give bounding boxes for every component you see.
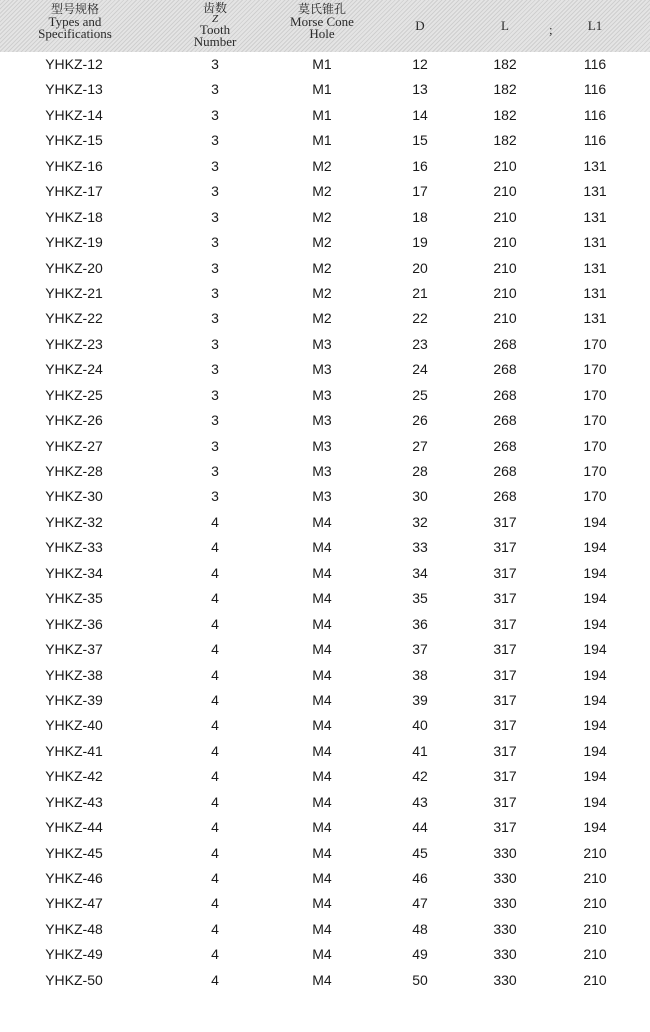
d-cell: 37 <box>412 641 428 658</box>
header-model-en1: Types and <box>48 14 102 29</box>
d-cell: 23 <box>412 335 428 352</box>
table-row <box>0 332 650 357</box>
d-cell: 30 <box>412 488 428 505</box>
tooth-cell: 4 <box>211 539 219 556</box>
morse-cell: M4 <box>312 691 332 708</box>
tooth-cell: 4 <box>211 717 219 734</box>
morse-cell: M4 <box>312 717 332 734</box>
table-row <box>0 434 650 459</box>
l1-cell: 170 <box>583 412 607 429</box>
tooth-cell: 3 <box>211 259 219 276</box>
l-cell: 268 <box>493 386 517 403</box>
model-cell: YHKZ-44 <box>45 819 103 836</box>
l-cell: 317 <box>493 564 517 581</box>
l-cell: 317 <box>493 513 517 530</box>
l1-cell: 194 <box>583 793 607 810</box>
tooth-cell: 3 <box>211 412 219 429</box>
model-cell: YHKZ-35 <box>45 590 103 607</box>
morse-cell: M2 <box>312 183 332 200</box>
morse-cell: M2 <box>312 234 332 251</box>
table-row <box>0 103 650 128</box>
tooth-cell: 4 <box>211 971 219 988</box>
morse-cell: M4 <box>312 819 332 836</box>
l1-cell: 210 <box>583 895 607 912</box>
morse-cell: M4 <box>312 539 332 556</box>
model-cell: YHKZ-27 <box>45 437 103 454</box>
model-cell: YHKZ-22 <box>45 310 103 327</box>
tooth-cell: 3 <box>211 132 219 149</box>
table-header <box>0 0 650 52</box>
d-cell: 12 <box>412 56 428 72</box>
l-cell: 330 <box>493 844 517 861</box>
model-cell: YHKZ-48 <box>45 920 103 937</box>
model-cell: YHKZ-20 <box>45 259 103 276</box>
l-cell: 317 <box>493 819 517 836</box>
table-row <box>0 510 650 535</box>
model-cell: YHKZ-42 <box>45 768 103 785</box>
model-cell: YHKZ-19 <box>45 234 103 251</box>
header-tooth <box>180 2 250 48</box>
tooth-cell: 3 <box>211 437 219 454</box>
morse-cell: M2 <box>312 310 332 327</box>
l1-cell: 131 <box>583 234 607 251</box>
header-tooth-symbol: Z <box>211 13 219 25</box>
d-cell: 41 <box>412 742 428 759</box>
morse-cell: M1 <box>312 106 332 123</box>
table-row <box>0 917 650 942</box>
d-cell: 40 <box>412 717 428 734</box>
l-cell: 210 <box>493 284 517 301</box>
tooth-cell: 3 <box>211 284 219 301</box>
l-cell: 317 <box>493 641 517 658</box>
d-cell: 46 <box>412 870 428 886</box>
l-cell: 317 <box>493 742 517 759</box>
table-row <box>0 357 650 382</box>
d-cell: 18 <box>412 208 428 225</box>
l1-cell: 116 <box>583 132 607 149</box>
d-cell: 36 <box>412 615 428 632</box>
morse-cell: M1 <box>312 56 332 72</box>
l1-cell: 194 <box>583 742 607 759</box>
tooth-cell: 3 <box>211 183 219 200</box>
header-tooth-en1: Tooth <box>199 22 231 37</box>
l1-cell: 116 <box>583 56 607 72</box>
tooth-cell: 4 <box>211 691 219 708</box>
l-cell: 182 <box>493 132 517 149</box>
table-row <box>0 383 650 408</box>
l1-cell: 131 <box>583 310 607 327</box>
l-cell: 317 <box>493 793 517 810</box>
tooth-cell: 4 <box>211 920 219 937</box>
table-row <box>0 306 650 331</box>
d-cell: 49 <box>412 946 428 963</box>
tooth-cell: 3 <box>211 208 219 225</box>
l-cell: 317 <box>493 590 517 607</box>
table-row <box>0 205 650 230</box>
tooth-cell: 4 <box>211 742 219 759</box>
tooth-cell: 3 <box>211 106 219 123</box>
d-cell: 16 <box>412 157 428 174</box>
header-morse-en2: Hole <box>309 26 335 41</box>
table-row <box>0 891 650 916</box>
model-cell: YHKZ-40 <box>45 717 103 734</box>
table-row <box>0 128 650 153</box>
l1-cell: 131 <box>583 284 607 301</box>
table-row <box>0 561 650 586</box>
model-cell: YHKZ-26 <box>45 412 103 429</box>
table-row <box>0 637 650 662</box>
morse-cell: M4 <box>312 641 332 658</box>
model-cell: YHKZ-23 <box>45 335 103 352</box>
table-row <box>0 841 650 866</box>
morse-cell: M3 <box>312 437 332 454</box>
l-cell: 317 <box>493 615 517 632</box>
d-cell: 17 <box>412 183 428 200</box>
l1-cell: 131 <box>583 183 607 200</box>
d-cell: 32 <box>412 513 428 530</box>
tooth-cell: 4 <box>211 615 219 632</box>
table-row <box>0 815 650 840</box>
l-cell: 268 <box>493 463 517 479</box>
model-cell: YHKZ-50 <box>45 971 103 988</box>
l1-cell: 210 <box>583 946 607 963</box>
l-cell: 268 <box>493 412 517 429</box>
morse-cell: M4 <box>312 564 332 581</box>
d-cell: 34 <box>412 564 428 581</box>
d-cell: 27 <box>412 437 428 454</box>
table-row <box>0 586 650 611</box>
morse-cell: M4 <box>312 590 332 607</box>
tooth-cell: 4 <box>211 819 219 836</box>
table-row <box>0 256 650 281</box>
d-cell: 38 <box>412 666 428 683</box>
l-cell: 210 <box>493 259 517 276</box>
table-row <box>0 484 650 509</box>
l-cell: 330 <box>493 895 517 912</box>
header-l1: L1 <box>587 18 603 33</box>
d-cell: 19 <box>412 234 428 251</box>
l1-cell: 131 <box>583 208 607 225</box>
tooth-cell: 3 <box>211 56 219 72</box>
model-cell: YHKZ-30 <box>45 488 103 505</box>
l-cell: 210 <box>493 208 517 225</box>
d-cell: 42 <box>412 768 428 785</box>
morse-cell: M4 <box>312 768 332 785</box>
tooth-cell: 4 <box>211 870 219 886</box>
morse-cell: M4 <box>312 513 332 530</box>
header-tooth-zh: 齿数 <box>202 1 227 15</box>
l1-cell: 170 <box>583 488 607 505</box>
morse-cell: M4 <box>312 615 332 632</box>
tooth-cell: 4 <box>211 895 219 912</box>
l1-cell: 170 <box>583 463 607 479</box>
table-row <box>0 612 650 637</box>
d-cell: 14 <box>412 106 428 123</box>
l-cell: 317 <box>493 691 517 708</box>
morse-cell: M4 <box>312 895 332 912</box>
d-cell: 22 <box>412 310 428 327</box>
table-row <box>0 764 650 789</box>
l1-cell: 194 <box>583 717 607 734</box>
l1-cell: 194 <box>583 691 607 708</box>
l1-cell: 170 <box>583 437 607 454</box>
table-row <box>0 154 650 179</box>
morse-cell: M4 <box>312 844 332 861</box>
d-cell: 47 <box>412 895 428 912</box>
l-cell: 210 <box>493 234 517 251</box>
model-cell: YHKZ-45 <box>45 844 103 861</box>
model-cell: YHKZ-39 <box>45 691 103 708</box>
l1-cell: 194 <box>583 666 607 683</box>
table-row <box>0 663 650 688</box>
header-morse-en1: Morse Cone <box>290 14 354 29</box>
model-cell: YHKZ-36 <box>45 615 103 632</box>
morse-cell: M4 <box>312 666 332 683</box>
header-separator: ; <box>549 22 553 37</box>
l1-cell: 194 <box>583 539 607 556</box>
morse-cell: M4 <box>312 793 332 810</box>
l-cell: 330 <box>493 946 517 963</box>
d-cell: 26 <box>412 412 428 429</box>
l1-cell: 194 <box>583 590 607 607</box>
morse-cell: M4 <box>312 920 332 937</box>
header-model <box>22 3 128 40</box>
header-d: D <box>415 18 425 33</box>
morse-cell: M4 <box>312 971 332 988</box>
model-cell: YHKZ-17 <box>45 183 103 200</box>
l-cell: 210 <box>493 157 517 174</box>
model-cell: YHKZ-12 <box>45 56 103 72</box>
model-cell: YHKZ-32 <box>45 513 103 530</box>
header-tooth-en2: Number <box>193 34 237 49</box>
tooth-cell: 4 <box>211 844 219 861</box>
l1-cell: 194 <box>583 615 607 632</box>
model-cell: YHKZ-43 <box>45 793 103 810</box>
model-cell: YHKZ-28 <box>45 463 103 479</box>
d-cell: 15 <box>412 132 428 149</box>
tooth-cell: 3 <box>211 157 219 174</box>
d-cell: 35 <box>412 590 428 607</box>
model-cell: YHKZ-46 <box>45 870 103 886</box>
l-cell: 210 <box>493 310 517 327</box>
l-cell: 268 <box>493 335 517 352</box>
morse-cell: M3 <box>312 412 332 429</box>
table-row <box>0 77 650 102</box>
l1-cell: 210 <box>583 870 607 886</box>
header-morse-zh: 莫氏锥孔 <box>297 2 346 16</box>
tooth-cell: 4 <box>211 768 219 785</box>
tooth-cell: 4 <box>211 793 219 810</box>
model-cell: YHKZ-21 <box>45 284 103 301</box>
l-cell: 268 <box>493 437 517 454</box>
model-cell: YHKZ-41 <box>45 742 103 759</box>
l1-cell: 116 <box>583 106 607 123</box>
morse-cell: M3 <box>312 488 332 505</box>
tooth-cell: 4 <box>211 666 219 683</box>
table-row <box>0 866 650 891</box>
morse-cell: M2 <box>312 259 332 276</box>
model-cell: YHKZ-14 <box>45 106 103 123</box>
morse-cell: M3 <box>312 386 332 403</box>
d-cell: 45 <box>412 844 428 861</box>
l-cell: 330 <box>493 870 517 886</box>
header-morse <box>272 3 372 40</box>
model-cell: YHKZ-38 <box>45 666 103 683</box>
morse-cell: M4 <box>312 742 332 759</box>
model-cell: YHKZ-49 <box>45 946 103 963</box>
l1-cell: 170 <box>583 361 607 378</box>
table-row <box>0 52 650 77</box>
d-cell: 44 <box>412 819 428 836</box>
table-row <box>0 281 650 306</box>
tooth-cell: 3 <box>211 234 219 251</box>
morse-cell: M1 <box>312 81 332 98</box>
table-row <box>0 790 650 815</box>
tooth-cell: 4 <box>211 513 219 530</box>
l-cell: 268 <box>493 361 517 378</box>
model-cell: YHKZ-34 <box>45 564 103 581</box>
l-cell: 317 <box>493 768 517 785</box>
l1-cell: 170 <box>583 386 607 403</box>
d-cell: 28 <box>412 463 428 479</box>
l1-cell: 194 <box>583 641 607 658</box>
morse-cell: M2 <box>312 284 332 301</box>
l1-cell: 194 <box>583 768 607 785</box>
morse-cell: M2 <box>312 208 332 225</box>
tooth-cell: 4 <box>211 590 219 607</box>
l1-cell: 170 <box>583 335 607 352</box>
d-cell: 13 <box>412 81 428 98</box>
l1-cell: 210 <box>583 844 607 861</box>
d-cell: 24 <box>412 361 428 378</box>
model-cell: YHKZ-33 <box>45 539 103 556</box>
model-cell: YHKZ-18 <box>45 208 103 225</box>
table-row <box>0 535 650 560</box>
table-row <box>0 179 650 204</box>
l-cell: 317 <box>493 666 517 683</box>
l-cell: 330 <box>493 920 517 937</box>
morse-cell: M3 <box>312 335 332 352</box>
header-l: L <box>501 18 509 33</box>
d-cell: 50 <box>412 971 428 988</box>
header-model-zh: 型号规格 <box>50 2 99 16</box>
l1-cell: 131 <box>583 157 607 174</box>
morse-cell: M4 <box>312 946 332 963</box>
d-cell: 33 <box>412 539 428 556</box>
model-cell: YHKZ-16 <box>45 157 103 174</box>
l-cell: 182 <box>493 81 517 98</box>
l-cell: 268 <box>493 488 517 505</box>
l-cell: 317 <box>493 539 517 556</box>
l1-cell: 210 <box>583 920 607 937</box>
tooth-cell: 4 <box>211 564 219 581</box>
table-row <box>0 408 650 433</box>
tooth-cell: 3 <box>211 463 219 479</box>
l-cell: 317 <box>493 717 517 734</box>
tooth-cell: 4 <box>211 946 219 963</box>
model-cell: YHKZ-15 <box>45 132 103 149</box>
l-cell: 182 <box>493 106 517 123</box>
morse-cell: M1 <box>312 132 332 149</box>
header-model-en2: Specifications <box>38 26 112 41</box>
tooth-cell: 3 <box>211 81 219 98</box>
morse-cell: M3 <box>312 361 332 378</box>
table-row <box>0 739 650 764</box>
l1-cell: 210 <box>583 971 607 988</box>
model-cell: YHKZ-37 <box>45 641 103 658</box>
table-row <box>0 459 650 484</box>
tooth-cell: 3 <box>211 386 219 403</box>
table-row <box>0 688 650 713</box>
d-cell: 25 <box>412 386 428 403</box>
d-cell: 39 <box>412 691 428 708</box>
model-cell: YHKZ-47 <box>45 895 103 912</box>
table-row <box>0 713 650 738</box>
l-cell: 210 <box>493 183 517 200</box>
d-cell: 48 <box>412 920 428 937</box>
table-body <box>0 52 650 993</box>
morse-cell: M3 <box>312 463 332 479</box>
tooth-cell: 3 <box>211 310 219 327</box>
tooth-cell: 4 <box>211 641 219 658</box>
table-row <box>0 942 650 967</box>
l1-cell: 194 <box>583 819 607 836</box>
morse-cell: M4 <box>312 870 332 886</box>
morse-cell: M2 <box>312 157 332 174</box>
d-cell: 21 <box>412 284 428 301</box>
tooth-cell: 3 <box>211 488 219 505</box>
model-cell: YHKZ-25 <box>45 386 103 403</box>
l1-cell: 116 <box>583 81 607 98</box>
l1-cell: 131 <box>583 259 607 276</box>
table-row <box>0 968 650 993</box>
d-cell: 20 <box>412 259 428 276</box>
d-cell: 43 <box>412 793 428 810</box>
l1-cell: 194 <box>583 513 607 530</box>
tooth-cell: 3 <box>211 361 219 378</box>
l1-cell: 194 <box>583 564 607 581</box>
model-cell: YHKZ-24 <box>45 361 103 378</box>
table-row <box>0 230 650 255</box>
l-cell: 330 <box>493 971 517 988</box>
tooth-cell: 3 <box>211 335 219 352</box>
l-cell: 182 <box>493 56 517 72</box>
model-cell: YHKZ-13 <box>45 81 103 98</box>
